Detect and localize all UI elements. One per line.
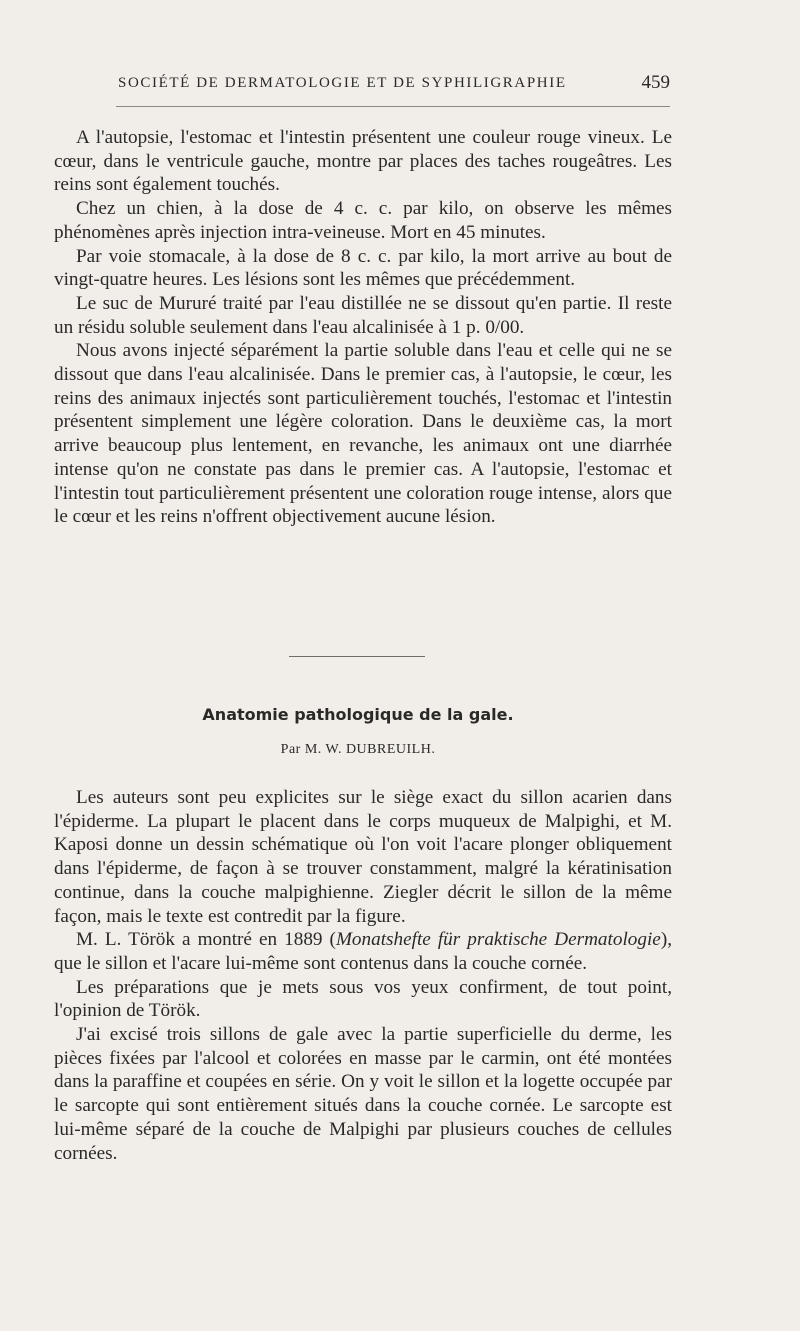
page-number: 459 xyxy=(641,72,670,93)
author-byline: Par M. W. DUBREUILH. xyxy=(280,742,436,757)
header-rule xyxy=(116,106,670,107)
paragraph xyxy=(54,928,672,975)
journal-title: Monatshefte für praktische Dermatologie xyxy=(335,929,661,951)
paragraph-text: ), que le sillon et l'acare lui-même sont contenus dans la couche cornée. xyxy=(54,929,672,974)
paragraph: Chez un chien, à la dose de 4 c. c. par kilo, on observe les mêmes phénomènes après injection intra-veineuse. Mort en 45 minutes. xyxy=(54,198,672,243)
paragraph: Les préparations que je mets sous vos yeux confirment, de tout point, l'opinion de Török. xyxy=(54,976,672,1022)
section-title: Anatomie pathologique de la gale. xyxy=(202,705,514,724)
section-1-text xyxy=(54,126,672,529)
paragraph: Les auteurs sont peu explicites sur le siège exact du sillon acarien dans l'épiderme. La plupart le placent dans le corps muqueux de Malpighi, et M. Kaposi donne un dessin schématique où l'on voit l'acare plonger obliquement dans l'épiderme, de façon à se trouver constamment, malgré la kératinisation continue, dans la couche malpighienne. Ziegler décrit le sillon de la même façon, mais le texte est contredit par la figure. xyxy=(54,787,672,927)
paragraph: Par voie stomacale, à la dose de 8 c. c. par kilo, la mort arrive au bout de vingt-quatre heures. Les lésions sont les mêmes que précédemment. xyxy=(54,245,672,291)
paragraph-text: M. L. Török a montré en 1889 ( xyxy=(76,929,336,951)
paragraph: A l'autopsie, l'estomac et l'intestin présentent une couleur rouge vineux. Le cœur, dans le ventricule gauche, montre par places des taches rougeâtres. Les reins sont également touchés. xyxy=(54,127,672,196)
running-title: SOCIÉTÉ DE DERMATOLOGIE ET DE SYPHILIGRAPHIE xyxy=(118,75,567,91)
paragraph: Nous avons injecté séparément la partie soluble dans l'eau et celle qui ne se dissout que dans l'eau alcalinisée. Dans le premier cas, à l'autopsie, le cœur, les reins des animaux injectés sont particulièrement touchés, l'estomac et l'intestin présentent simplement une légère coloration. Dans le deuxième cas, la mort arrive beaucoup plus lentement, en revanche, les animaux ont une diarrhée intense qu'on ne constate pas dans le premier cas. A l'autopsie, l'estomac et l'intestin tout particulièrement présentent une coloration rouge intense, alors que le cœur et les reins n'offrent objectivement aucune lésion. xyxy=(54,340,672,528)
paragraph: J'ai excisé trois sillons de gale avec la partie superficielle du derme, les pièces fixées par l'alcool et colorées en masse par le carmin, ont été montées dans la paraffine et coupées en série. On y voit le sillon et la logette occupée par le sarcopte qui sont entièrement situés dans la couche cornée. Le sarcopte est lui-même séparé de la couche de Malpighi par plusieurs couches de cellules cornées. xyxy=(54,1024,672,1164)
running-header xyxy=(118,72,670,96)
section-2-text xyxy=(54,786,672,1165)
section-separator xyxy=(289,656,425,657)
paragraph: Le suc de Mururé traité par l'eau distillée ne se dissout qu'en partie. Il reste un résidu soluble seulement dans l'eau alcalinisée à 1 p. 0/00. xyxy=(54,292,672,338)
